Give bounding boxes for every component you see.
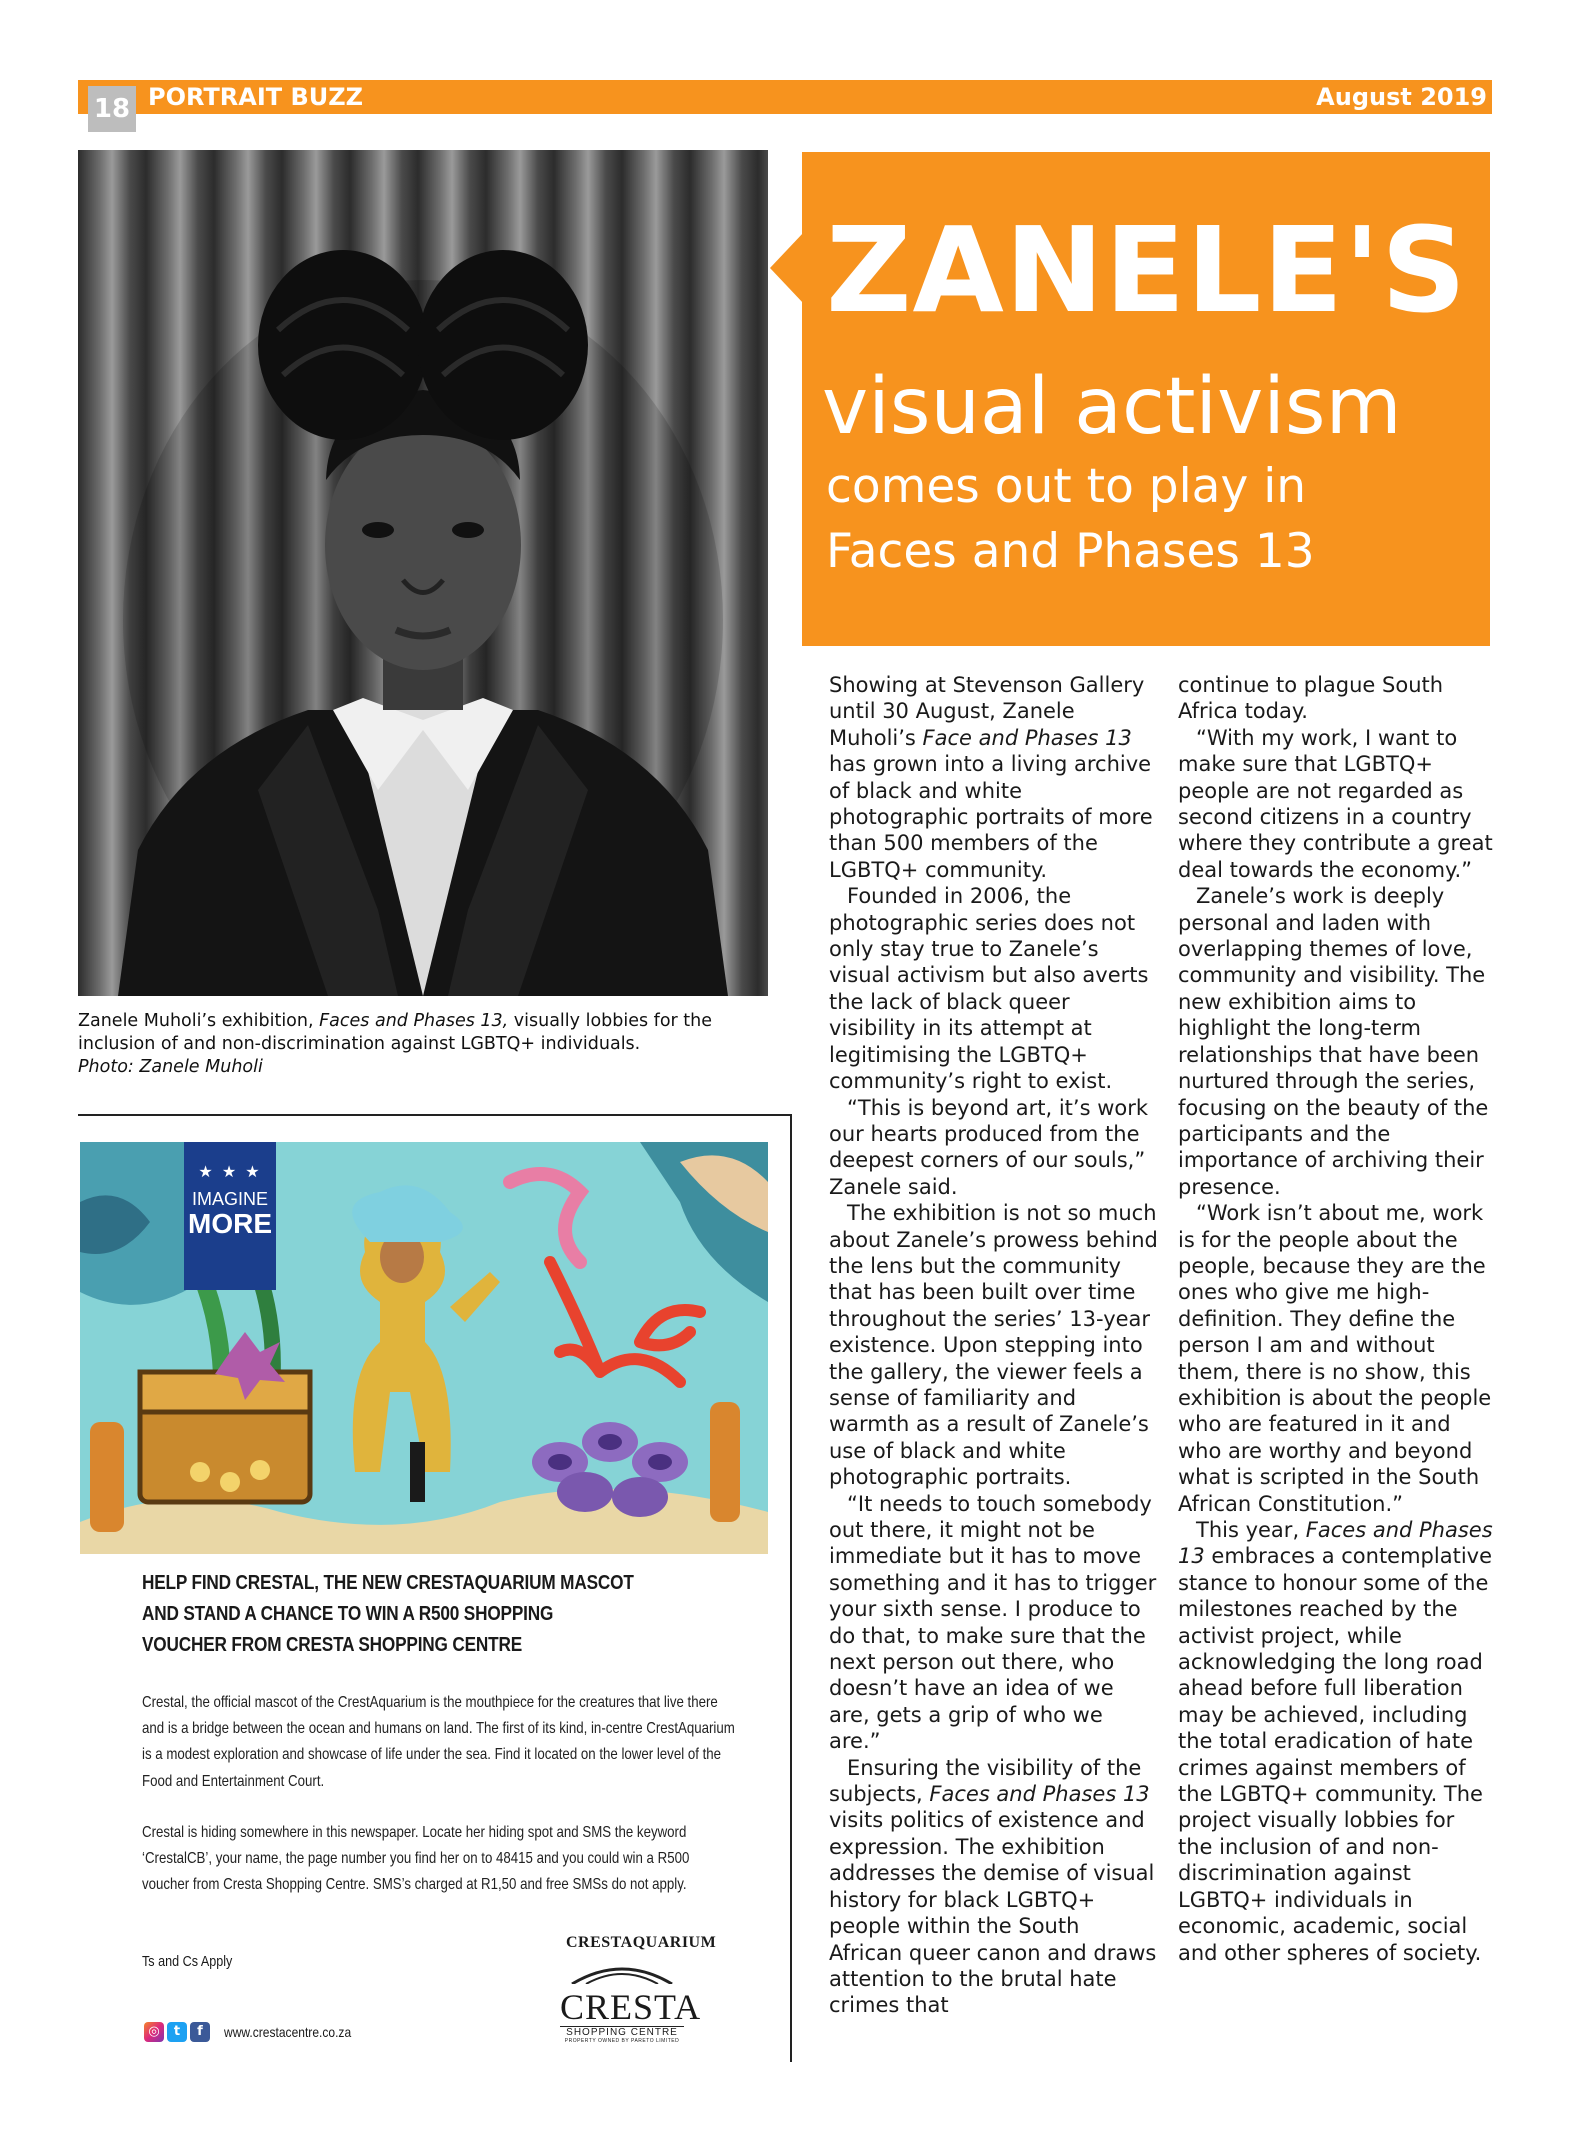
article-paragraph: Founded in 2006, the photographic series does not only stay true to Zanele’s visual activism but also averts the lack of black queer visibility in its attempt at legitimising the LGBTQ+ community’s right to exist. [829, 884, 1149, 1094]
headline-notch [770, 232, 804, 304]
social-icons [144, 2022, 210, 2042]
exhibition-title: Face and Phases 13 [922, 725, 1132, 750]
twitter-icon[interactable]: t [167, 2022, 187, 2042]
article-paragraph [1178, 1517, 1494, 1966]
portrait-illustration [78, 150, 768, 996]
article-paragraph: continue to plague South Africa today. [1178, 673, 1444, 724]
text: This year, [1196, 1518, 1306, 1542]
section-title: PORTRAIT BUZZ [148, 83, 364, 111]
cresta-arch-icon [560, 1962, 684, 1984]
cresta-logo-fineprint: PROPERTY OWNED BY PARETO LIMITED [564, 2038, 680, 2044]
cresta-logo-text: CRESTA [560, 1987, 702, 2027]
exhibition-title: Faces and Phases 13 [929, 1782, 1150, 1807]
text: embraces a contemplative stance to honour some of the milestones reached by the activist project, while acknowledging the long road ahead before full liberation may be achieved, including the total eradication of hate crimes against members of the LGBTQ+ community. The project visually lobbies for the inclusion of and non-discrimination against LGBTQ+ individuals in economic, academic, social and other spheres of society. [1178, 1544, 1493, 1965]
headline-tagline-2: Faces and Phases 13 [826, 524, 1315, 579]
article-quote: “With my work, I want to make sure that LGBTQ+ people are not regarded as second citizens in a country where they contribute a great deal towards the economy.” [1178, 725, 1493, 882]
article-paragraph: The exhibition is not so much about Zanele’s prowess behind the lens but the community that has been built over time throughout the series’ 13-year existence. Upon stepping into the gallery, the viewer feels a sense of familiarity and warmth as a result of Zanele’s use of black and white photographic portraits. [829, 1201, 1158, 1490]
article-paragraph [829, 1755, 1159, 2019]
article-column-2 [1178, 672, 1494, 1966]
crestaquarium-logo [566, 1932, 717, 1952]
cresta-logo-subtitle: SHOPPING CENTRE [560, 2026, 684, 2038]
advert-paragraph-1: Crestal, the official mascot of the CrestAquarium is the mouthpiece for the creatures that live there and is a bridge between the ocean and humans on land. The first of its kind, in-centre CrestAquarium is a modest exploration and showcase of life under the sea. Find it located on the lower level of the Food and Entertainment Court. [142, 1694, 735, 1790]
text: Showing at Stevenson Gallery until 30 August, Zanele Muholi’s [829, 673, 1145, 750]
page-number: 18 [88, 86, 136, 132]
article-paragraph [829, 672, 1159, 883]
badge-line-2: MORE [188, 1208, 272, 1239]
article-quote: “This is beyond art, it’s work our hearts produced from the deepest corners of our souls,” Zanele said. [829, 1095, 1149, 1199]
text: has grown into a living archive of black and white photographic portraits of more than 500 members of the LGBTQ+ community. [829, 752, 1153, 882]
text: visits politics of existence and expression. The exhibition addresses the demise of visual history for black LGBTQ+ people within the South African queer canon and draws attention to the brutal hate crimes that [829, 1808, 1157, 2018]
advert-website-link[interactable]: www.crestacentre.co.za [224, 2024, 352, 2040]
exhibition-title: Faces and Phases 13 [1178, 1518, 1493, 1569]
photo-credit: Photo: Zanele Muholi [78, 1057, 263, 1077]
cresta-logo [560, 1962, 702, 2044]
article-paragraph: Zanele’s work is deeply personal and laden with overlapping themes of love, community and visibility. The new exhibition aims to highlight the long-term relationships that have been nurtured through the series, focusing on the beauty of the participants and the importance of archiving their presence. [1178, 884, 1489, 1199]
article-column-1 [829, 672, 1159, 2019]
facebook-icon[interactable]: f [190, 2022, 210, 2042]
advert-terms: Ts and Cs Apply [142, 1953, 233, 1970]
caption-exhibition-title: Faces and Phases 13, [319, 1011, 509, 1031]
badge-line-1: IMAGINE [191, 1189, 268, 1209]
headline-main: ZANELE'S [826, 201, 1468, 339]
headline-tagline-1: comes out to play in [826, 459, 1307, 514]
text: Ensuring the visibility of the subjects, [829, 1755, 1142, 1807]
caption-text-pre: Zanele Muholi’s exhibition, [78, 1011, 320, 1031]
caption-text-post: visually lobbies for the inclusion of and non-discrimination against LGBTQ+ individuals. [78, 1011, 713, 1054]
star-icons: ★ ★ ★ [198, 1162, 262, 1181]
portrait-photo [78, 150, 768, 996]
advert-paragraph-2: Crestal is hiding somewhere in this newspaper. Locate her hiding spot and SMS the keyword ‘CrestalCB’, your name, the page number you find her on to 48415 and you could win a R500 voucher from Cresta Shopping Centre. SMS’s charged at R1,50 and free SMSs do not apply. [142, 1824, 690, 1894]
issue-date: August 2019 [1316, 83, 1487, 111]
article-quote: “Work isn’t about me, work is for the people about the people, because they are the ones who give me high-definition. They define the person I am and without them, there is no show, this exhibition is about the people who are featured in it and who are worthy and beyond what is scripted in the South African Constitution.” [1178, 1201, 1492, 1516]
headline-sub: visual activism [822, 362, 1402, 452]
advert-headline: HELP FIND CRESTAL, THE NEW CRESTAQUARIUM MASCOT AND STAND A CHANCE TO WIN A R500 SHOPPING VOUCHER FROM CRESTA SHOPPING CENTRE [142, 1572, 634, 1656]
crestaquarium-logo-text: CRESTAQUARIUM [566, 1934, 717, 1951]
imagine-more-badge [184, 1142, 276, 1290]
instagram-icon[interactable]: ◎ [144, 2022, 164, 2042]
photo-caption [78, 1010, 778, 1079]
article-quote: “It needs to touch somebody out there, it might not be immediate but it has to move something and it has to trigger your sixth sense. I produce to do that, to make sure that the next person out there, who doesn’t have an idea of we are, gets a grip of who we are.” [829, 1491, 1157, 1754]
